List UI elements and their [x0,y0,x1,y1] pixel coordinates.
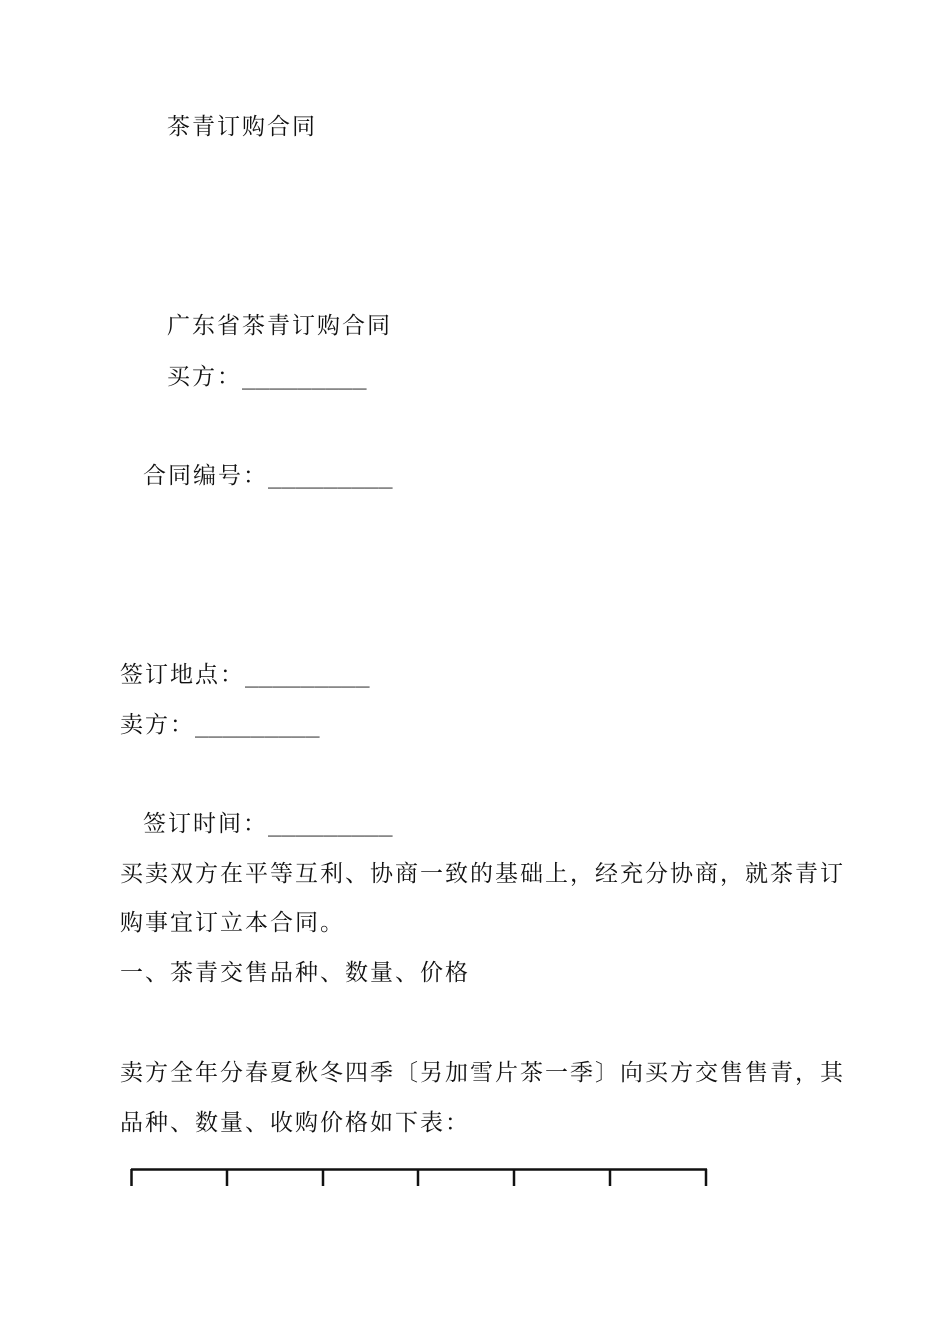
section1-line-1: 卖方全年分春夏秋冬四季〔另加雪片茶一季〕向买方交售售青，其 [120,1060,845,1086]
buyer-field [167,362,367,392]
seller-label: 卖方： [120,712,195,738]
document-title: 茶青订购合同 [167,114,317,140]
signing-time-blank[interactable]: _________ [268,811,393,837]
signing-place-field [120,660,370,690]
preamble-line-2: 购事宜订立本合同。 [120,910,345,936]
contract-number-label: 合同编号： [143,463,268,489]
price-table-top-border [130,1168,708,1186]
signing-place-blank[interactable]: _________ [245,662,370,688]
signing-time-field [143,809,393,839]
signing-time-label: 签订时间： [143,811,268,837]
signing-place-label: 签订地点： [120,662,245,688]
buyer-blank[interactable]: _________ [242,364,367,390]
document-subtitle: 广东省茶青订购合同 [167,313,392,339]
section1-heading: 一、茶青交售品种、数量、价格 [120,960,470,986]
contract-number-blank[interactable]: _________ [268,463,393,489]
contract-number-field [143,461,393,491]
preamble-line-1: 买卖双方在平等互利、协商一致的基础上，经充分协商，就茶青订 [120,861,845,887]
buyer-label: 买方： [167,364,242,390]
seller-blank[interactable]: _________ [195,712,320,738]
section1-line-2: 品种、数量、收购价格如下表： [120,1110,470,1136]
seller-field [120,710,320,740]
